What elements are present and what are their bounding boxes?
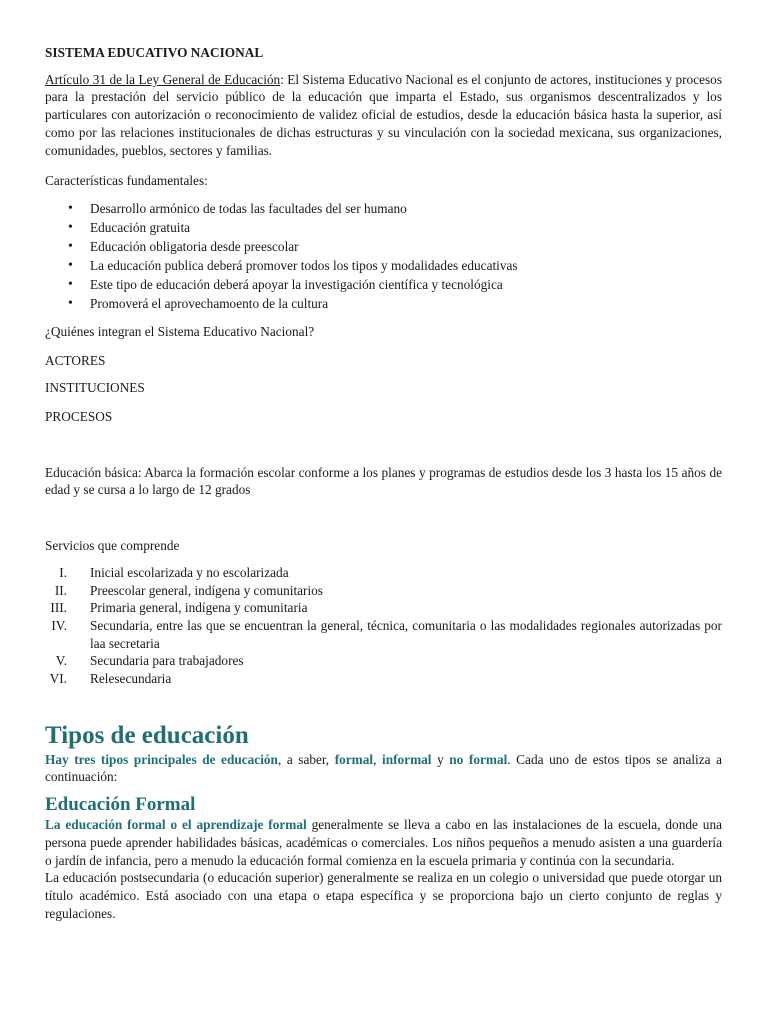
list-number: VI. bbox=[49, 671, 67, 687]
list-number: III. bbox=[50, 600, 67, 616]
formal-paragraph-2: La educación postsecundaria (o educación superior) generalmente se realiza en un colegio o universidad que puede otorgar un título académico. Está asociado con una etapa o etapa específica y se proporciona bajo un cierto conjunto de reglas y regulaciones. bbox=[45, 870, 722, 921]
list-item: • Este tipo de educación deberá apoyar la investigación científica y tecnológica bbox=[90, 275, 722, 294]
formal-text-1: generalmente se lleva a cabo en las instalaciones de la escuela, donde una persona puede aprender habilidades básicas, académicas o comerciales. Los niños pequeños a menudo asisten a una guardería o jardín de infancia, pero a menudo la educación formal comienza en la escuela primaria y continúa con la secundaria. bbox=[45, 817, 722, 868]
services-heading: Servicios que comprende bbox=[45, 538, 180, 554]
list-text: Relesecundaria bbox=[90, 671, 172, 687]
tipo-no-formal-link[interactable]: no formal bbox=[449, 751, 508, 767]
list-number: I. bbox=[59, 564, 67, 580]
services-list bbox=[45, 564, 722, 688]
article-paragraph bbox=[45, 71, 722, 160]
list-item: • Educación obligatoria desde preescolar bbox=[90, 237, 722, 256]
list-number: II. bbox=[54, 582, 67, 598]
formal-lead: La educación formal o el aprendizaje formal bbox=[45, 817, 307, 833]
formal-paragraph-1 bbox=[45, 816, 722, 869]
tipos-paragraph bbox=[45, 751, 722, 786]
list-item: • Desarrollo armónico de todas las facultades del ser humano bbox=[90, 199, 722, 218]
list-text: Secundaria para trabajadores bbox=[90, 653, 244, 669]
list-item: • Educación gratuita bbox=[90, 218, 722, 237]
list-item bbox=[45, 670, 722, 688]
list-number: V. bbox=[55, 653, 67, 669]
tipo-formal-link[interactable]: formal bbox=[334, 751, 374, 767]
basic-education-paragraph: Educación básica: Abarca la formación escolar conforme a los planes y programas de estudios desde los 3 hasta los 15 años de edad y se cursa a lo largo de 12 grados bbox=[45, 464, 722, 498]
member-instituciones: INSTITUCIONES bbox=[45, 380, 145, 396]
tipos-sep-2: y bbox=[431, 751, 450, 767]
list-item bbox=[45, 599, 722, 617]
document-page bbox=[45, 44, 722, 922]
formal-heading: Educación Formal bbox=[45, 794, 196, 816]
characteristics-heading: Características fundamentales: bbox=[45, 173, 208, 189]
member-actores: ACTORES bbox=[45, 352, 106, 368]
characteristics-list bbox=[45, 199, 722, 313]
tipos-sep-1: , bbox=[373, 751, 382, 767]
list-text: Inicial escolarizada y no escolarizada bbox=[90, 564, 289, 580]
member-procesos: PROCESOS bbox=[45, 409, 113, 425]
list-item bbox=[45, 582, 722, 600]
list-number: IV. bbox=[51, 617, 67, 633]
list-item bbox=[45, 652, 722, 670]
question-text: ¿Quiénes integran el Sistema Educativo Nacional? bbox=[45, 323, 315, 339]
list-text: Secundaria, entre las que se encuentran la general, técnica, comunitaria o las modalidades regionales autorizadas por laa secretaria bbox=[90, 617, 722, 651]
tipos-lead-end: . Cada uno de estos tipos se analiza a continuación: bbox=[45, 751, 723, 785]
article-text: : El Sistema Educativo Nacional es el conjunto de actores, instituciones y procesos para la prestación del servicio público de la educación que imparta el Estado, sus organismos descentralizados y los particulares con autorización o reconocimiento de validez oficial de estudios, desde la educación básica hasta la superior, así como por las relaciones institucionales de dichas estructuras y su vinculación con la sociedad mexicana, sus organizaciones, comunidades, pueblos, sectores y familias. bbox=[45, 71, 722, 158]
tipo-informal-link[interactable]: informal bbox=[382, 751, 432, 767]
tipos-lead: Hay tres tipos principales de educación bbox=[45, 751, 278, 767]
list-item bbox=[45, 617, 722, 652]
list-item: • Promoverá el aprovechamoento de la cultura bbox=[90, 294, 722, 313]
article-reference: Artículo 31 de la Ley General de Educación bbox=[45, 71, 281, 87]
list-text: Preescolar general, indígena y comunitarios bbox=[90, 582, 323, 598]
list-item: • La educación publica deberá promover todos los tipos y modalidades educativas bbox=[90, 256, 722, 275]
tipos-lead-mid: , a saber, bbox=[277, 751, 335, 767]
document-title: SISTEMA EDUCATIVO NACIONAL bbox=[45, 45, 264, 60]
tipos-heading: Tipos de educación bbox=[45, 721, 249, 749]
list-item bbox=[45, 564, 722, 582]
list-text: Primaria general, indígena y comunitaria bbox=[90, 600, 308, 616]
